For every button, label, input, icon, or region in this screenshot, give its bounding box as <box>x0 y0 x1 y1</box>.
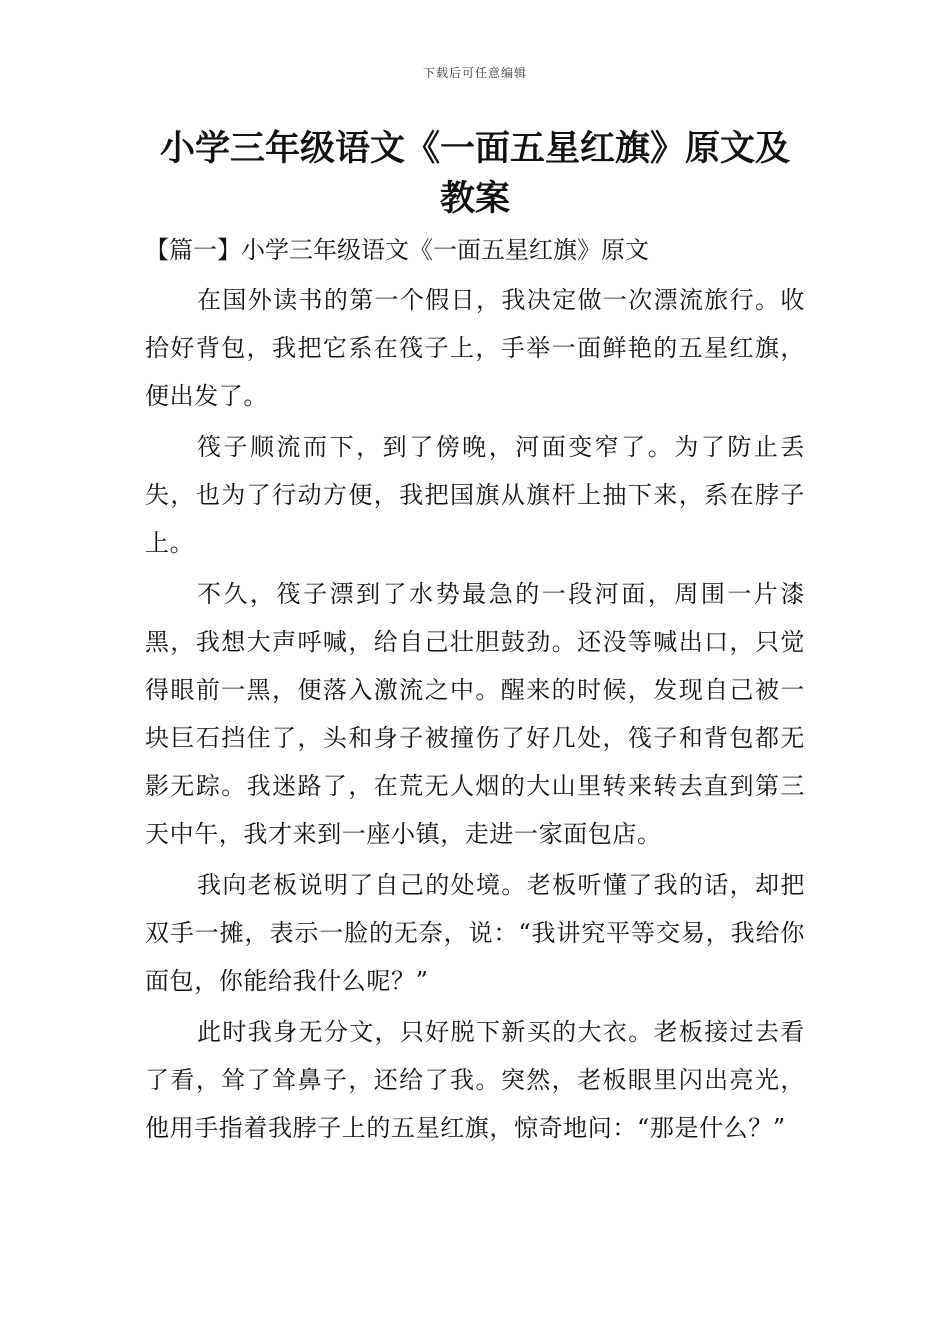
section-heading: 【篇一】小学三年级语文《一面五星红旗》原文 <box>145 236 649 264</box>
paragraph: 不久，筏子漂到了水势最急的一段河面，周围一片漆黑，我想大声呼喊，给自己壮胆鼓劲。还没等喊出口，只觉得眼前一黑，便落入激流之中。醒来的时候，发现自己被一块巨石挡住了，头和身子被撞伤了好几处，筏子和背包都无影无踪。我迷路了，在荒无人烟的大山里转来转去直到第三天中午，我才来到一座小镇，走进一家面包店。 <box>145 580 805 848</box>
paragraph: 筏子顺流而下，到了傍晚，河面变窄了。为了防止丢失，也为了行动方便，我把国旗从旗杆上抽下来，系在脖子上。 <box>145 433 805 557</box>
document-title: 小学三年级语文《一面五星红旗》原文及教案 <box>159 129 790 219</box>
paragraph: 我向老板说明了自己的处境。老板听懂了我的话，却把双手一摊，表示一脸的无奈，说：“我讲究平等交易，我给你面包，你能给我什么呢？” <box>145 871 805 995</box>
paragraph: 此时我身无分文，只好脱下新买的大衣。老板接过去看了看，耸了耸鼻子，还给了我。突然，老板眼里闪出亮光，他用手指着我脖子上的五星红旗，惊奇地问：“那是什么？” <box>145 1018 805 1142</box>
header-note: 下载后可任意编辑 <box>422 66 527 80</box>
paragraph: 在国外读书的第一个假日，我决定做一次漂流旅行。收拾好背包，我把它系在筏子上，手举一面鲜艳的五星红旗，便出发了。 <box>145 286 805 410</box>
body-text <box>145 276 805 1155</box>
